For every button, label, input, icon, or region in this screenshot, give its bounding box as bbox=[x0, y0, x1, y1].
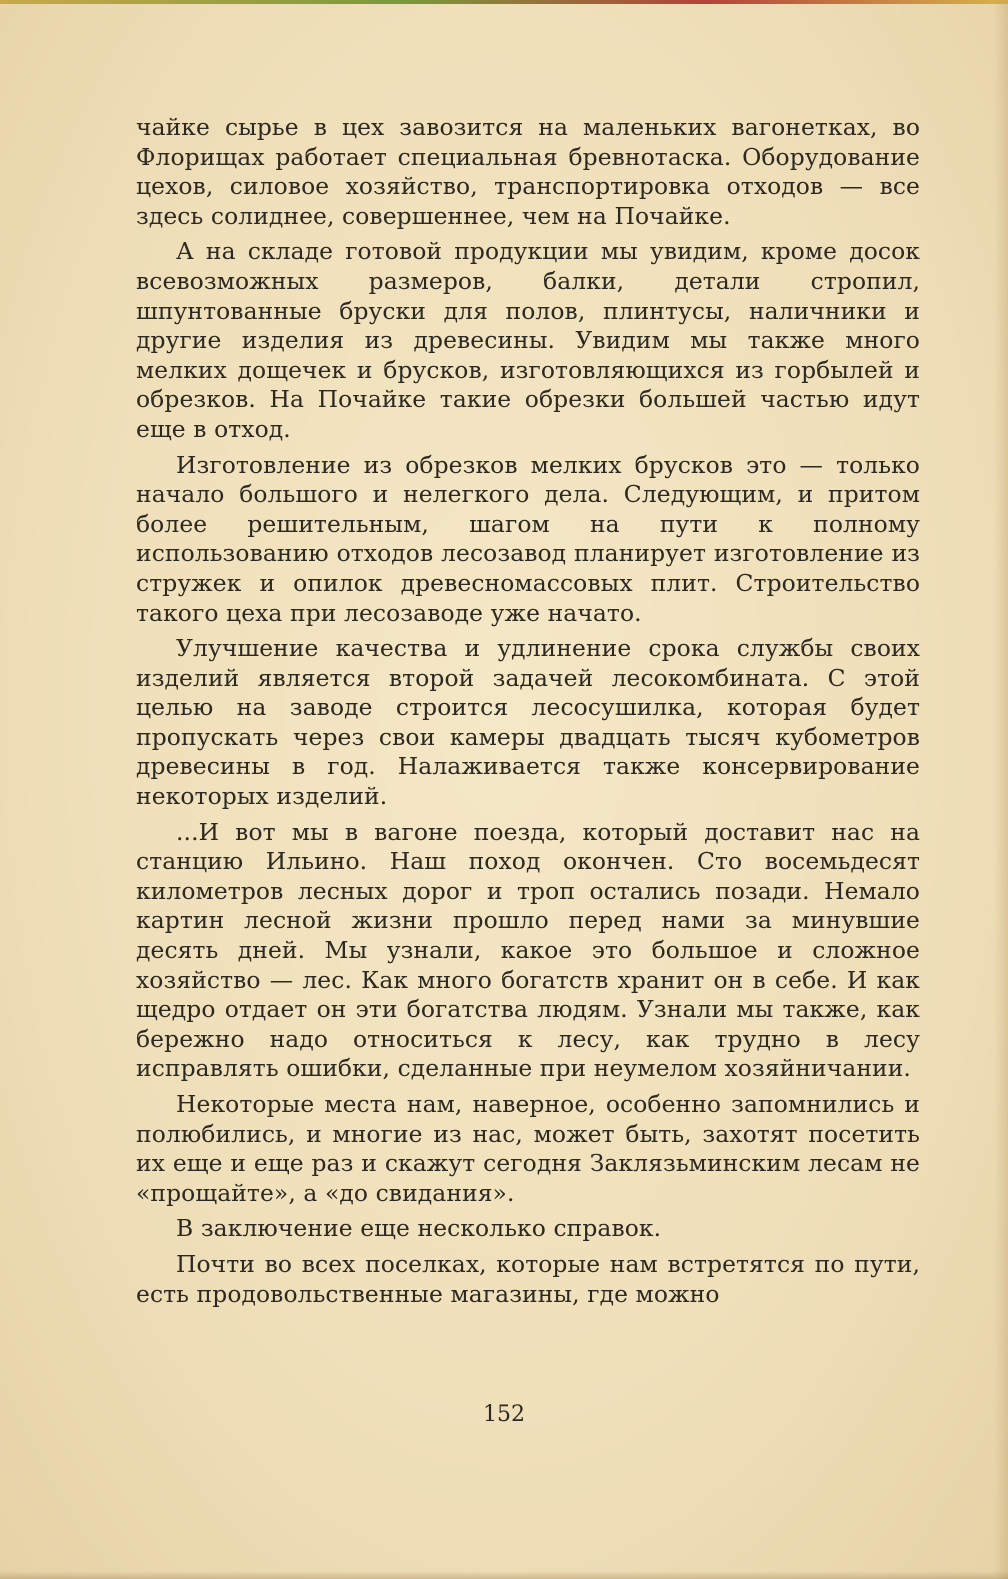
body-text bbox=[136, 113, 920, 1315]
page-bottom-shadow bbox=[0, 1571, 1008, 1579]
paragraph: В заключение еще несколько справок. bbox=[176, 1214, 662, 1243]
paragraph: ...И вот мы в вагоне поезда, который доставит нас на станцию Ильино. Наш поход окончен. Сто восемьдесят километров лесных дорог и троп остались позади. Немало картин лесной жизни прошло перед нами за минувшие десять дней. Мы узнали, какое это большое и сложное хозяйство — лес. Как много богатств хранит он в себе. И как щедро отдает он эти богатства людям. Узнали мы также, как бережно надо относиться к лесу, как трудно в лесу исправлять ошибки, сделанные при неумелом хозяйничании. bbox=[136, 817, 920, 1083]
cover-edge-strip bbox=[0, 0, 1008, 4]
paragraph: А на складе готовой продукции мы увидим, кроме досок всевозможных размеров, балки, детали стропил, шпунтованные бруски для полов, плинтусы, наличники и другие изделия из древесины. Увидим мы также много мелких дощечек и брусков, изготовляющихся из горбылей и обрезков. На Почайке такие обрезки большей частью идут еще в отход. bbox=[136, 237, 920, 443]
paragraph-continued: чайке сырье в цех завозится на маленьких вагонетках, во Флорищах работает специальная бревнотаска. Оборудование цехов, силовое хозяйство, транспортировка отходов — все здесь солиднее, совершеннее, чем на Почайке. bbox=[136, 113, 920, 230]
paragraph: Изготовление из обрезков мелких брусков это — только начало большого и нелегкого дела. Следующим, и притом более решительным, шагом на пути к полному использованию отходов лесозавод планирует изготовление из стружек и опилок древесномассовых плит. Строительство такого цеха при лесозаводе уже начато. bbox=[136, 450, 920, 627]
paragraph: Почти во всех поселках, которые нам встретятся по пути, есть продовольственные магазины, где можно bbox=[136, 1249, 920, 1308]
page-edge-shadow bbox=[994, 0, 1008, 1579]
paragraph: Некоторые места нам, наверное, особенно запомнились и полюбились, и многие из нас, может быть, захотят посетить их еще и еще раз и скажут сегодня Заклязьминским лесам не «прощайте», а «до свидания». bbox=[136, 1090, 920, 1207]
paragraph: Улучшение качества и удлинение срока службы своих изделий является второй задачей лесокомбината. С этой целью на заводе строится лесосушилка, которая будет пропускать через свои камеры двадцать тысяч кубометров древесины в год. Налаживается также консервирование некоторых изделий. bbox=[136, 634, 920, 811]
page-number: 152 bbox=[483, 1402, 525, 1427]
